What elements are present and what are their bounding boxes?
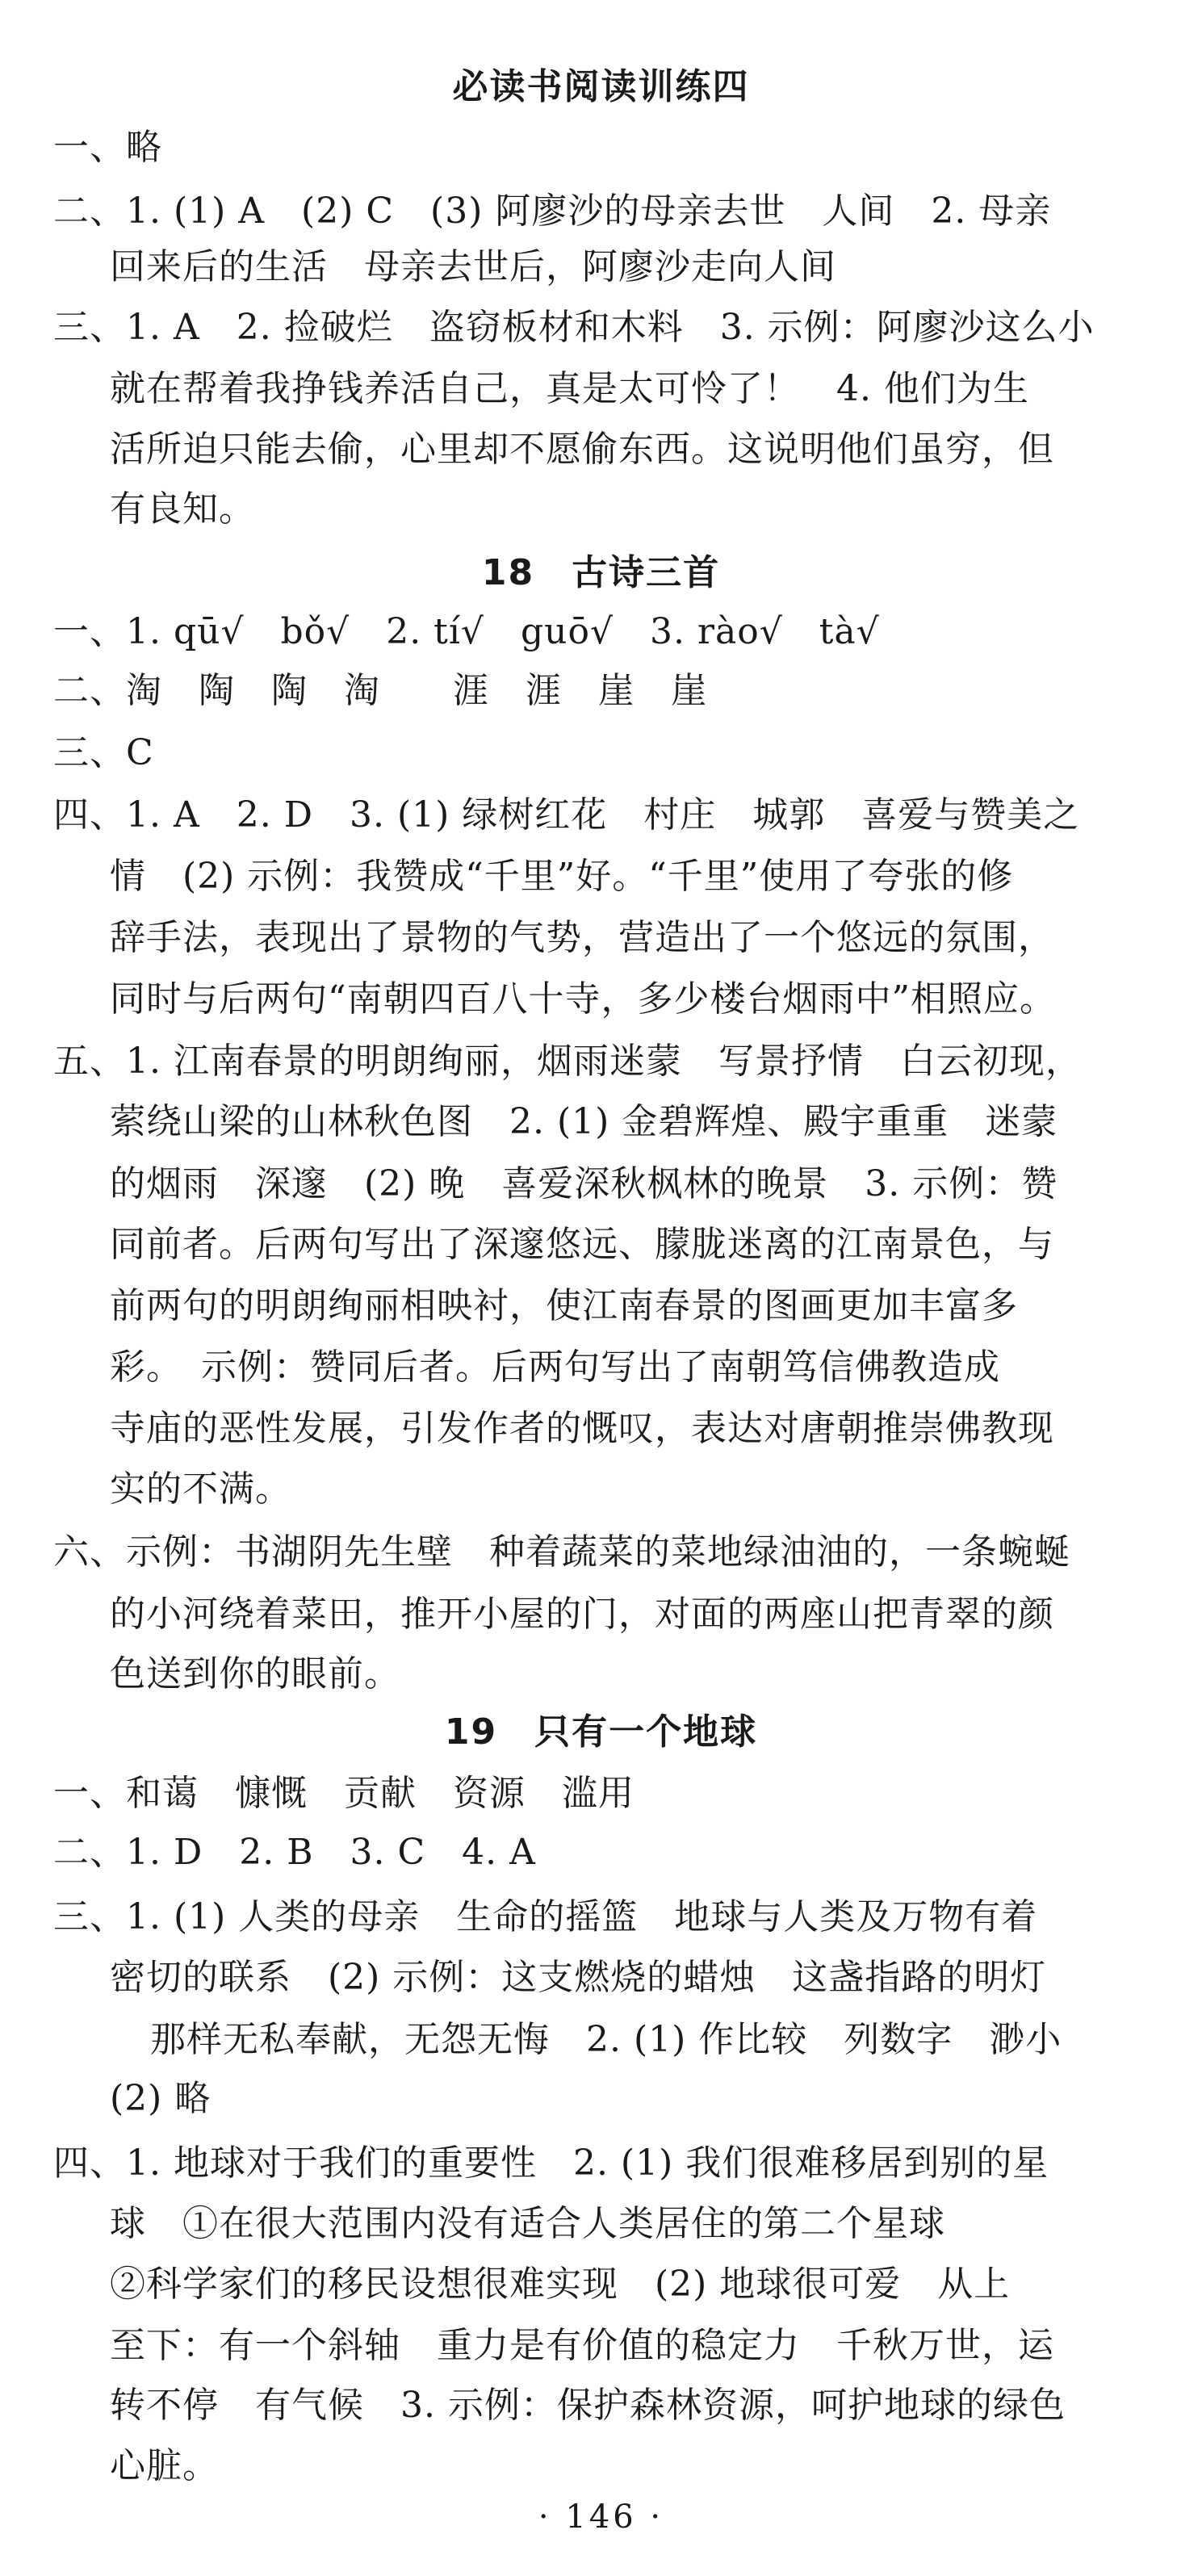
answer-line: 三、1. A 2. 捡破烂 盗窃板材和木料 3. 示例：阿廖沙这么小 xyxy=(53,307,1095,348)
answer-line: 五、1. 江南春景的明朗绚丽，烟雨迷蒙 写景抒情 白云初现， xyxy=(53,1041,1082,1082)
answer-line: 的烟雨 深邃 (2) 晚 喜爱深秋枫林的晚景 3. 示例：赞 xyxy=(110,1163,1058,1204)
answer-line: 四、1. 地球对于我们的重要性 2. (1) 我们很难移居到别的星 xyxy=(53,2142,1049,2184)
answer-line: 前两句的明朗绚丽相映衬，使江南春景的图画更加丰富多 xyxy=(110,1285,1018,1326)
answer-line: 三、C xyxy=(53,732,154,773)
answer-line: ②科学家们的移民设想很难实现 (2) 地球很可爱 从上 xyxy=(110,2264,1011,2305)
answer-line: 至下：有一个斜轴 重力是有价值的稳定力 千秋万世，运 xyxy=(110,2325,1054,2366)
answer-line: 一、和蔼 慷慨 贡献 资源 滥用 xyxy=(53,1773,635,1814)
answer-line: 彩。 示例：赞同后者。后两句写出了南朝笃信佛教造成 xyxy=(110,1347,1000,1388)
answer-line: 有良知。 xyxy=(110,488,255,530)
answer-line: 三、1. (1) 人类的母亲 生命的摇篮 地球与人类及万物有着 xyxy=(53,1896,1038,1937)
page-number: · 146 · xyxy=(538,2499,664,2536)
answer-line: 四、1. A 2. D 3. (1) 绿树红花 村庄 城郭 喜爱与赞美之 xyxy=(53,794,1080,836)
answer-line: 密切的联系 (2) 示例：这支燃烧的蜡烛 这盏指路的明灯 xyxy=(110,1957,1047,1998)
section-title: 必读书阅读训练四 xyxy=(452,66,750,107)
answer-line: 二、淘 陶 陶 淘 涯 涯 崖 崖 xyxy=(53,670,707,711)
section-title: 18 古诗三首 xyxy=(481,552,721,593)
answer-line: 六、示例：书湖阴先生壁 种着蔬菜的菜地绿油油的，一条蜿蜒 xyxy=(53,1531,1070,1573)
answer-line: 的小河绕着菜田，推开小屋的门，对面的两座山把青翠的颜 xyxy=(110,1594,1054,1635)
answer-line: 球 ①在很大范围内没有适合人类居住的第二个星球 xyxy=(110,2203,945,2244)
answer-line: 心脏。 xyxy=(110,2445,219,2486)
answer-line: 活所迫只能去偷，心里却不愿偷东西。这说明他们虽穷，但 xyxy=(110,429,1054,470)
answer-line: 一、1. qū√ bǒ√ 2. tí√ guō√ 3. rào√ tà√ xyxy=(53,611,880,652)
answer-line: 实的不满。 xyxy=(110,1468,291,1510)
answer-line: 同时与后两句“南朝四百八十寺，多少楼台烟雨中”相照应。 xyxy=(110,978,1056,1020)
section-title: 19 只有一个地球 xyxy=(444,1711,758,1753)
answer-line: 转不停 有气候 3. 示例：保护森林资源，呵护地球的绿色 xyxy=(110,2385,1066,2426)
answer-line: 二、1. (1) A (2) C (3) 阿廖沙的母亲去世 人间 2. 母亲 xyxy=(53,191,1052,232)
answer-line: 二、1. D 2. B 3. C 4. A xyxy=(53,1832,536,1873)
answer-line: 就在帮着我挣钱养活自己，真是太可怜了！ 4. 他们为生 xyxy=(110,368,1029,409)
answer-line: 情 (2) 示例：我赞成“千里”好。“千里”使用了夸张的修 xyxy=(110,856,1014,897)
answer-line: (2) 略 xyxy=(110,2078,212,2119)
answer-line: 萦绕山梁的山林秋色图 2. (1) 金碧辉煌、殿宇重重 迷蒙 xyxy=(110,1101,1058,1142)
answer-line: 那样无私奉献，无怨无悔 2. (1) 作比较 列数字 渺小 xyxy=(150,2019,1062,2060)
answer-line: 一、略 xyxy=(53,127,162,168)
answer-line: 同前者。后两句写出了深邃悠远、朦胧迷离的江南景色，与 xyxy=(110,1224,1054,1265)
answer-line: 回来后的生活 母亲去世后，阿廖沙走向人间 xyxy=(110,246,836,287)
answer-line: 色送到你的眼前。 xyxy=(110,1653,400,1694)
answer-line: 寺庙的恶性发展，引发作者的慨叹，表达对唐朝推崇佛教现 xyxy=(110,1408,1054,1449)
answer-line: 辞手法，表现出了景物的气势，营造出了一个悠远的氛围， xyxy=(110,917,1054,958)
